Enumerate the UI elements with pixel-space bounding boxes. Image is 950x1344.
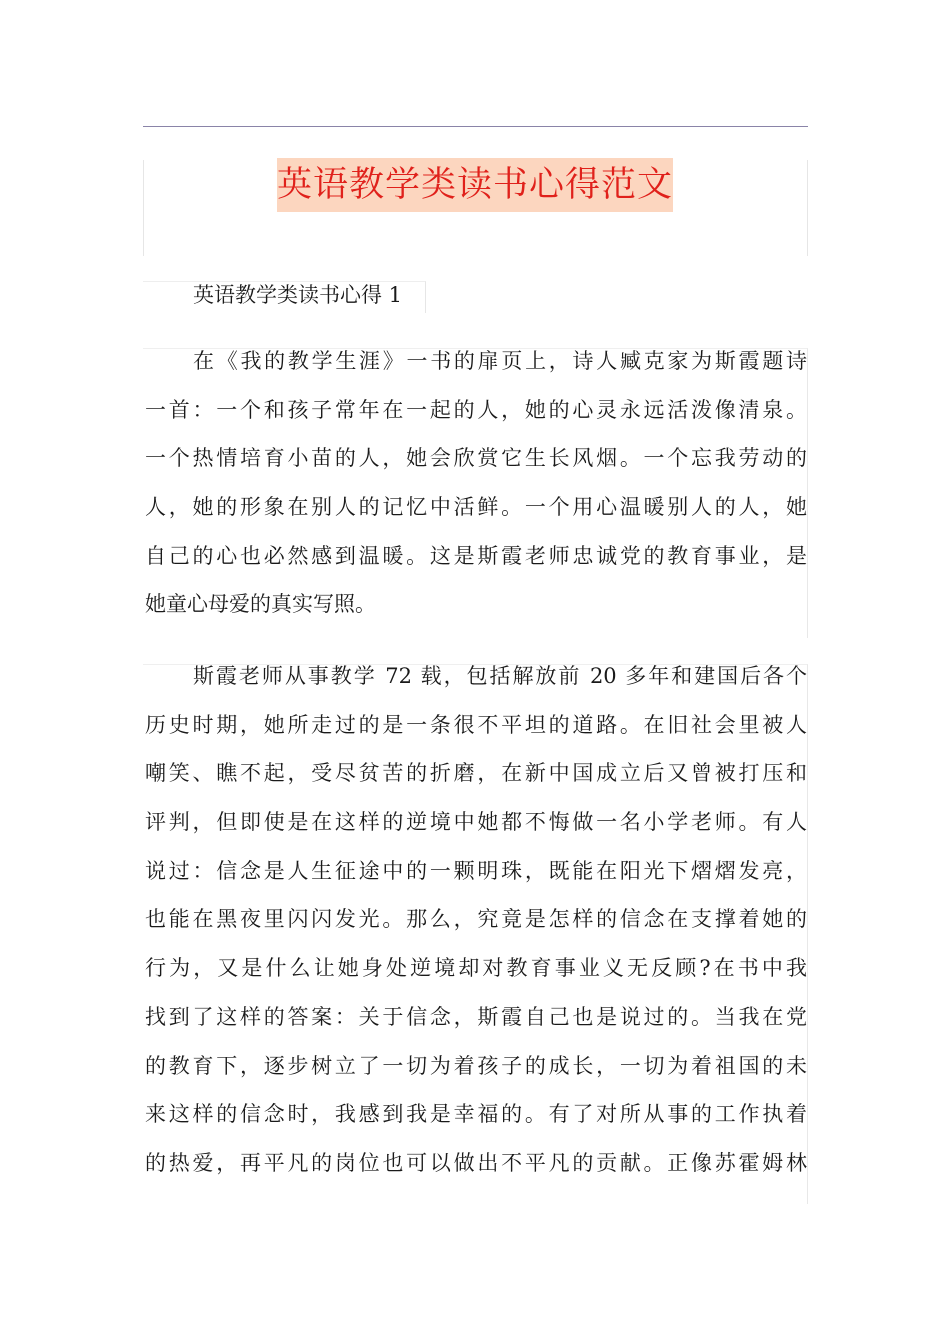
paragraph-line: 历史时期，她所走过的是一条很不平坦的道路。在旧社会里被人 [145, 712, 807, 737]
paragraph-line: 说过：信念是人生征途中的一颗明珠，既能在阳光下熠熠发亮， [145, 858, 807, 883]
paragraph-line: 自己的心也必然感到温暖。这是斯霞老师忠诚党的教育事业，是 [145, 543, 807, 568]
paragraph-line: 斯霞老师从事教学 72 载，包括解放前 20 多年和建国后各个 [193, 664, 807, 688]
paragraph-line: 评判，但即使是在这样的逆境中她都不悔做一名小学老师。有人 [145, 810, 807, 835]
paragraph-line: 嘲笑、瞧不起，受尽贫苦的折磨，在新中国成立后又曾被打压和 [145, 761, 807, 786]
paragraph-line: 的热爱，再平凡的岗位也可以做出不平凡的贡献。正像苏霍姆林 [145, 1150, 807, 1175]
paragraph-line: 一个热情培育小苗的人，她会欣赏它生长风烟。一个忘我劳动的 [145, 446, 807, 471]
paragraph-line: 找到了这样的答案：关于信念，斯霞自己也是说过的。当我在党 [145, 1004, 807, 1029]
document-title: 英语教学类读书心得范文 [277, 158, 673, 212]
paragraph-line: 她童心母爱的真实写照。 [145, 592, 376, 617]
paragraph-line: 的教育下，逐步树立了一切为着孩子的成长，一切为着祖国的未 [145, 1053, 807, 1078]
paragraph-line: 行为，又是什么让她身处逆境却对教育事业义无反顾?在书中我 [145, 956, 807, 981]
paragraph-line: 来这样的信念时，我感到我是幸福的。有了对所从事的工作执着 [145, 1102, 807, 1127]
paragraph-line: 人，她的形象在别人的记忆中活鲜。一个用心温暖别人的人，她 [145, 495, 807, 520]
paragraph-line: 在《我的教学生涯》一书的扉页上，诗人臧克家为斯霞题诗 [193, 349, 807, 373]
paragraph-2 [145, 652, 807, 1188]
section-heading: 英语教学类读书心得 1 [193, 283, 403, 307]
paragraph-1 [145, 337, 807, 629]
header-rule [143, 126, 808, 127]
paragraph-line: 一首：一个和孩子常年在一起的人，她的心灵永远活泼像清泉。 [145, 397, 807, 422]
paragraph-line: 也能在黑夜里闪闪发光。那么，究竟是怎样的信念在支撑着她的 [145, 907, 807, 932]
